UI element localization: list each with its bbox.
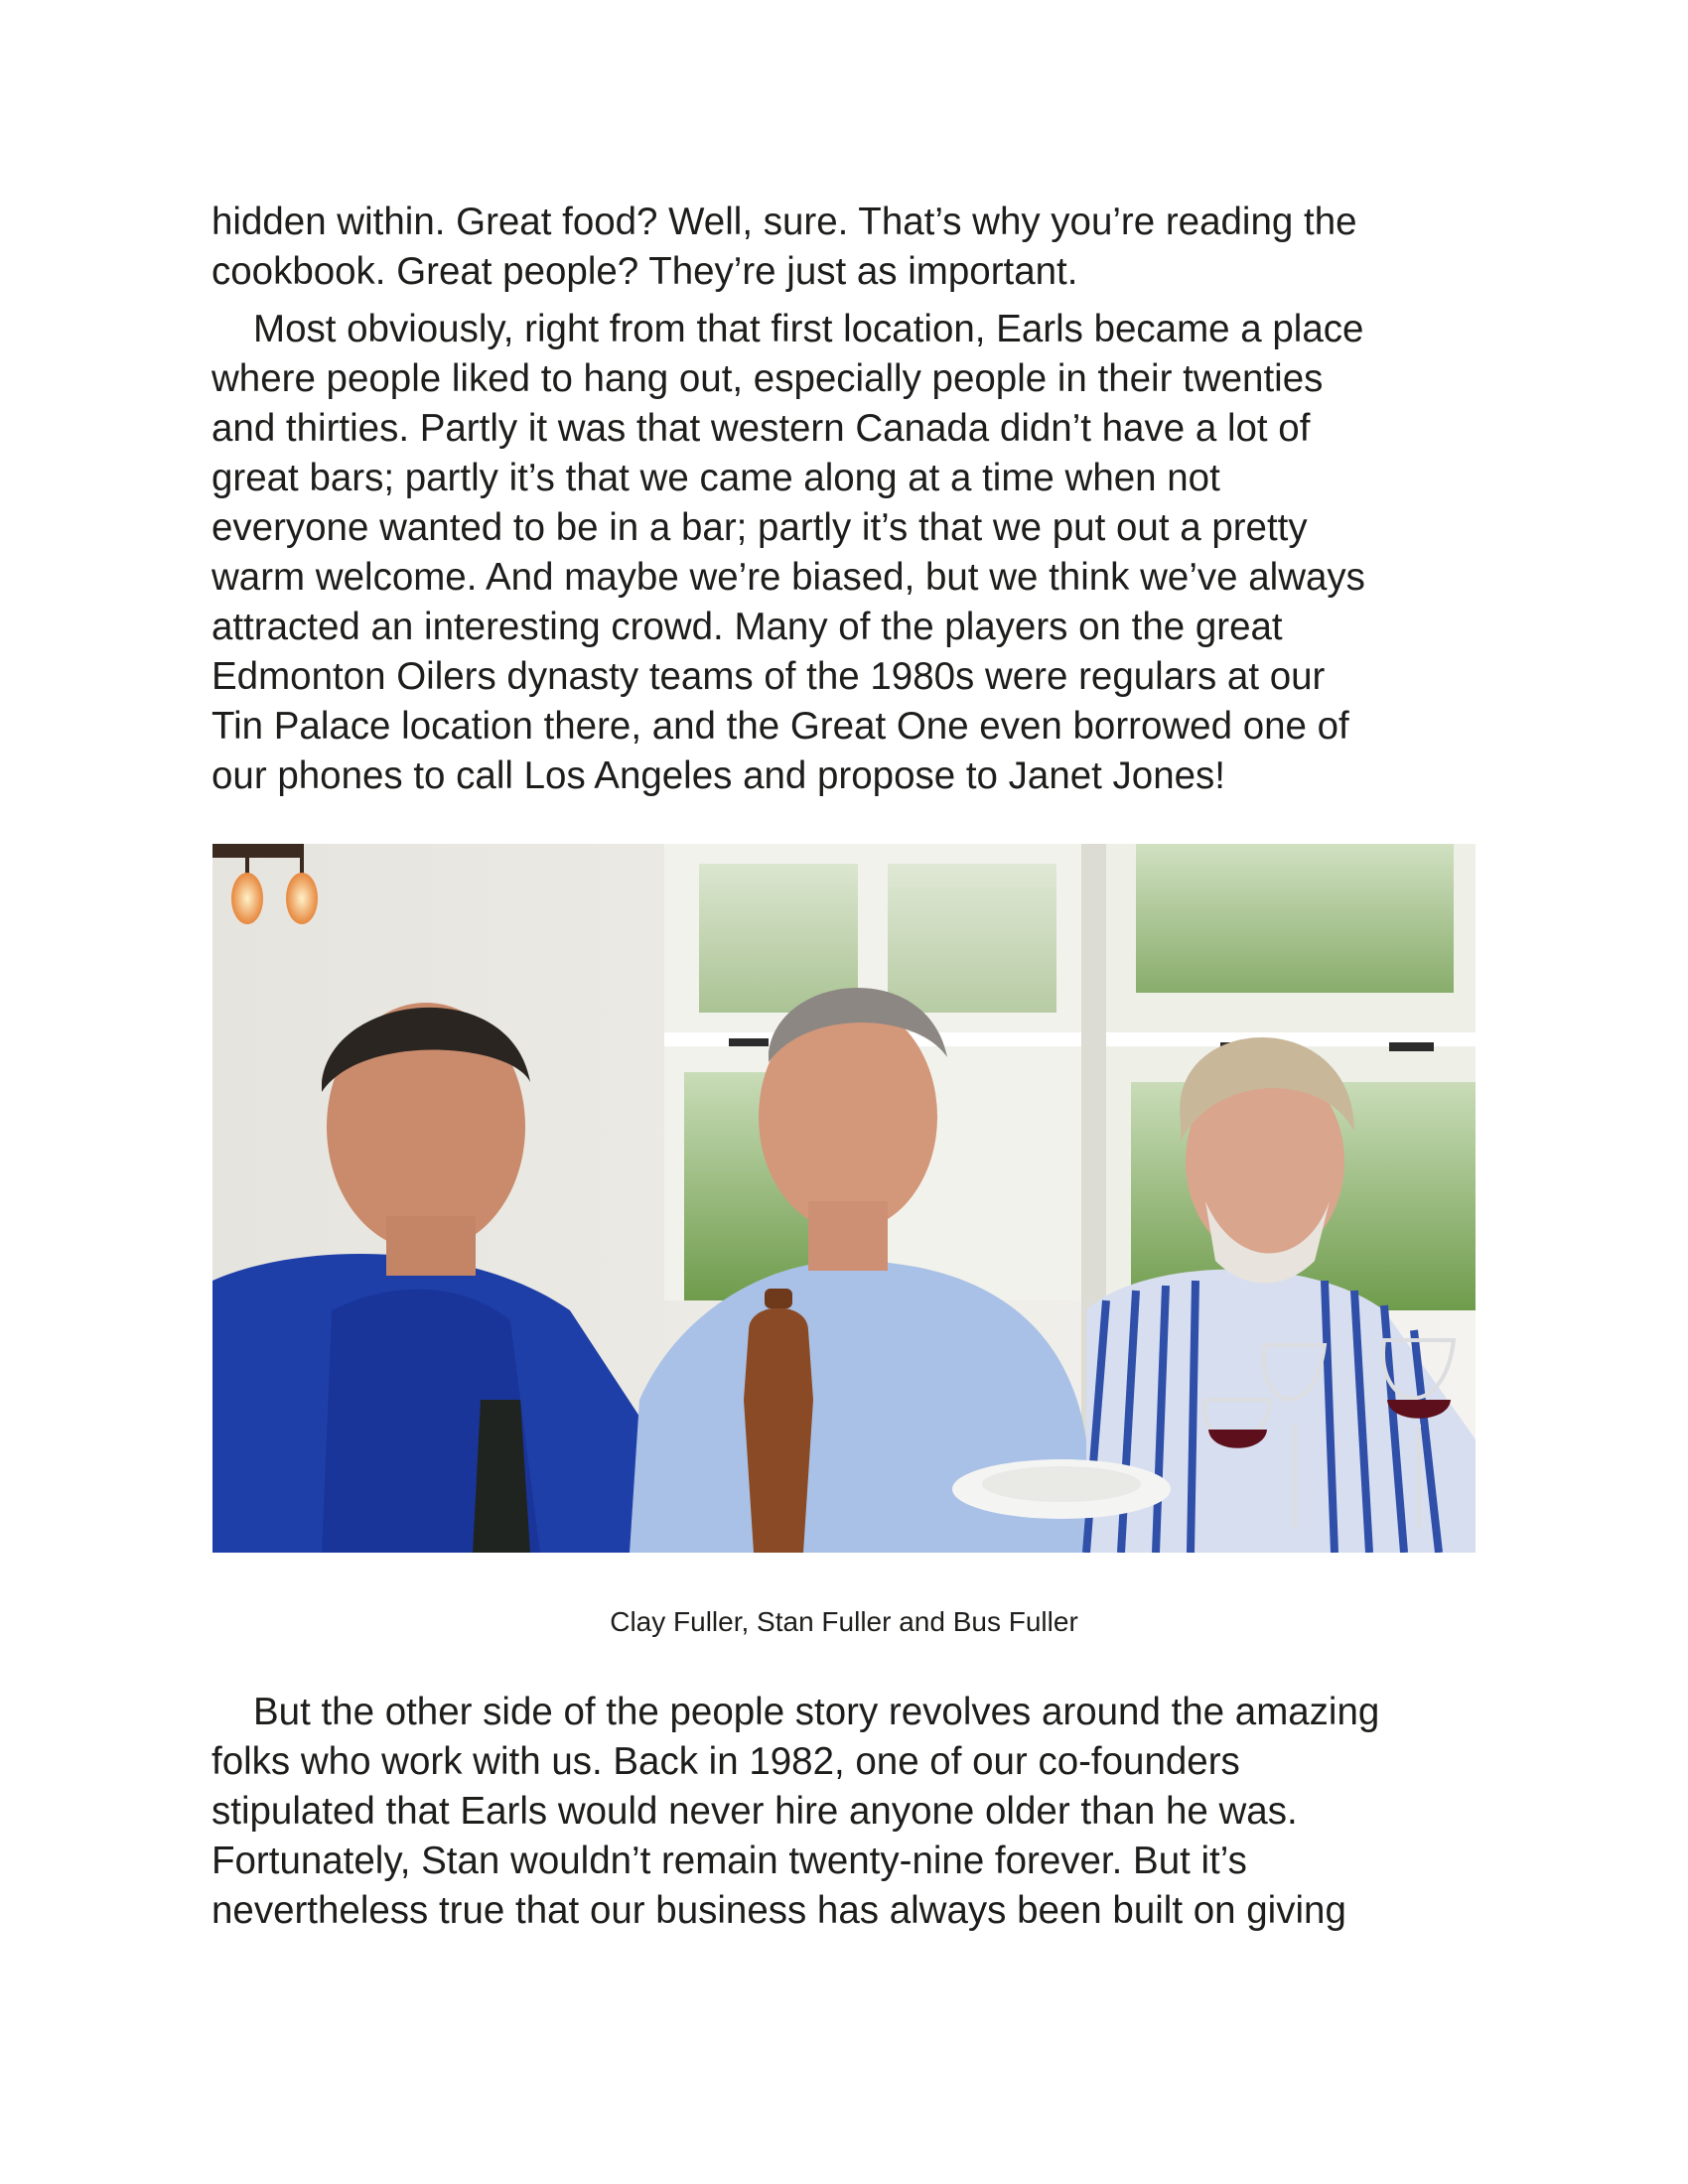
- text-line: Edmonton Oilers dynasty teams of the 1980s were regulars at our: [211, 655, 1326, 698]
- paragraph-intro-continued: [211, 198, 1492, 297]
- text-line: everyone wanted to be in a bar; partly it’s that we put out a pretty: [211, 506, 1308, 549]
- paragraph-earls-hangout: [211, 305, 1492, 801]
- text-line: great bars; partly it’s that we came along at a time when not: [211, 457, 1220, 499]
- photo-caption: Clay Fuller, Stan Fuller and Bus Fuller: [610, 1606, 1078, 1637]
- text-line: cookbook. Great people? They’re just as important.: [211, 250, 1078, 293]
- paragraph-staff-story: [211, 1688, 1492, 1936]
- founders-photo: [212, 844, 1476, 1553]
- text-line: Tin Palace location there, and the Great One even borrowed one of: [211, 705, 1349, 748]
- text-line-indented: [211, 305, 1492, 354]
- text-line: But the other side of the people story revolves around the amazing: [253, 1691, 1380, 1733]
- text-line: our phones to call Los Angeles and propose to Janet Jones!: [211, 754, 1225, 797]
- text-line: Fortunately, Stan wouldn’t remain twenty-nine forever. But it’s: [211, 1840, 1247, 1882]
- text-line: stipulated that Earls would never hire anyone older than he was.: [211, 1790, 1298, 1833]
- photo-illustration: [212, 844, 1476, 1553]
- text-line: and thirties. Partly it was that western Canada didn’t have a lot of: [211, 407, 1311, 450]
- text-line-indented: [211, 1688, 1492, 1737]
- text-line: warm welcome. And maybe we’re biased, but we think we’ve always: [211, 556, 1365, 599]
- text-line: folks who work with us. Back in 1982, one of our co-founders: [211, 1740, 1240, 1783]
- text-line: attracted an interesting crowd. Many of the players on the great: [211, 606, 1283, 648]
- text-line: hidden within. Great food? Well, sure. That’s why you’re reading the: [211, 201, 1357, 243]
- text-line: where people liked to hang out, especially people in their twenties: [211, 357, 1324, 400]
- text-line: nevertheless true that our business has always been built on giving: [211, 1889, 1346, 1932]
- text-line: Most obviously, right from that first location, Earls became a place: [253, 308, 1364, 350]
